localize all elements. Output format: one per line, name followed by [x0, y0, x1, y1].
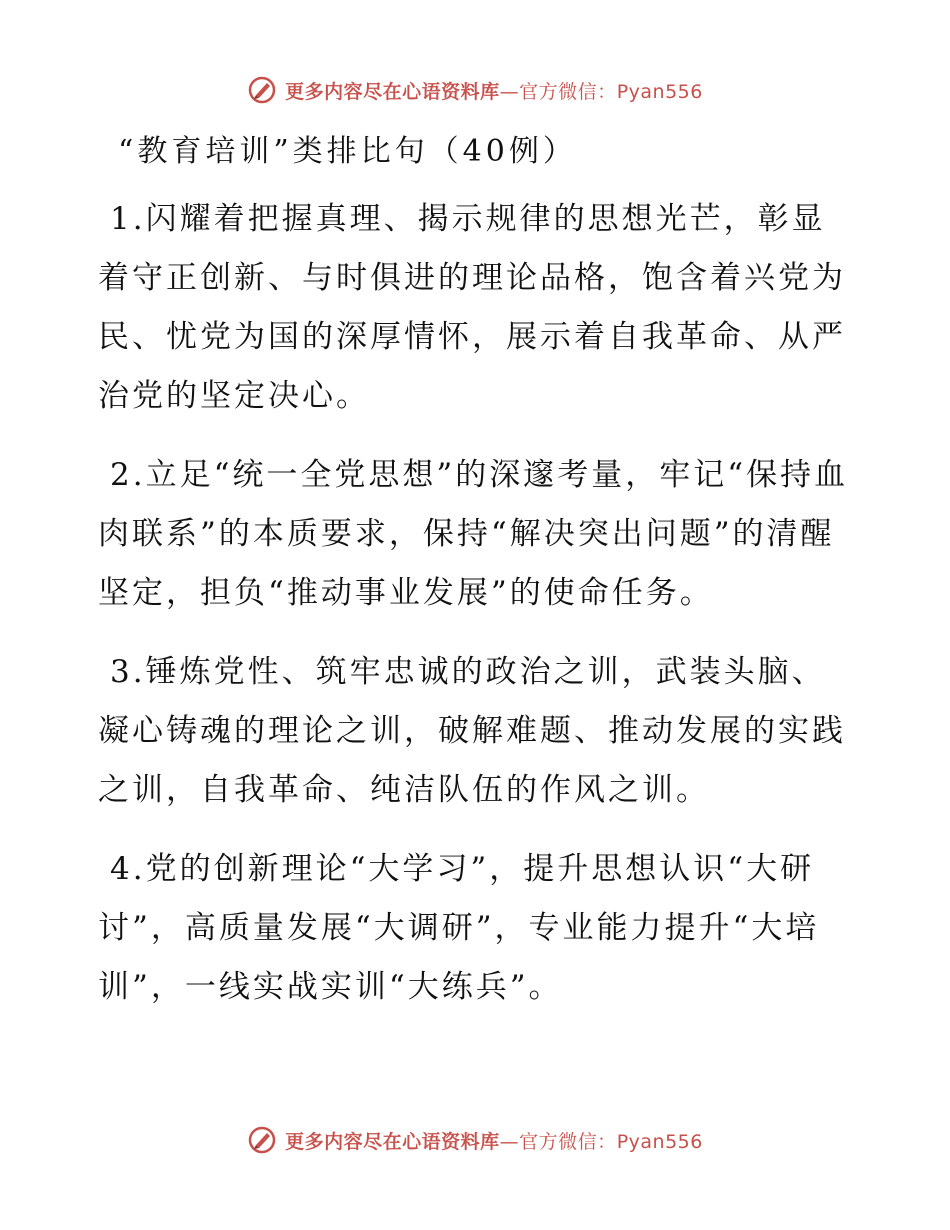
paragraph-2: 2.立足“统一全党思想”的深邃考量，牢记“保持血肉联系”的本质要求，保持“解决突出问题”的清醒坚定，担负“推动事业发展”的使命任务。 [98, 457, 849, 611]
footer-watermark [0, 1120, 950, 1160]
paragraph-3: 3.锤炼党性、筑牢忠诚的政治之训，武装头脑、凝心铸魂的理论之训，破解难题、推动发展的实践之训，自我革命、纯洁队伍的作风之训。 [98, 654, 846, 808]
document-title: “教育培训”类排比句（40例） [118, 134, 577, 169]
watermark-separator: — [499, 80, 520, 103]
watermark-main: 更多内容尽在心语资料库 [285, 1130, 500, 1153]
watermark-wechat-id: Pyan556 [616, 80, 703, 103]
header-watermark [0, 70, 950, 110]
watermark-wechat-label: 官方微信： [519, 80, 617, 103]
document-body [98, 190, 858, 1037]
watermark-wechat-id: Pyan556 [616, 1130, 703, 1153]
watermark-text [285, 77, 703, 104]
watermark-wechat-label: 官方微信： [519, 1130, 617, 1153]
watermark-main: 更多内容尽在心语资料库 [285, 80, 500, 103]
pen-logo-icon [247, 1125, 277, 1155]
watermark-separator: — [499, 1130, 520, 1153]
paragraph-1: 1.闪耀着把握真理、揭示规律的思想光芒，彰显着守正创新、与时俱进的理论品格，饱含着兴党为民、忧党为国的深厚情怀，展示着自我革命、从严治党的坚定决心。 [98, 201, 846, 414]
paragraph-4: 4.党的创新理论“大学习”，提升思想认识“大研讨”，高质量发展“大调研”，专业能力提升“大培训”，一线实战实训“大练兵”。 [98, 851, 820, 1005]
watermark-text [285, 1127, 703, 1154]
pen-logo-icon [247, 75, 277, 105]
